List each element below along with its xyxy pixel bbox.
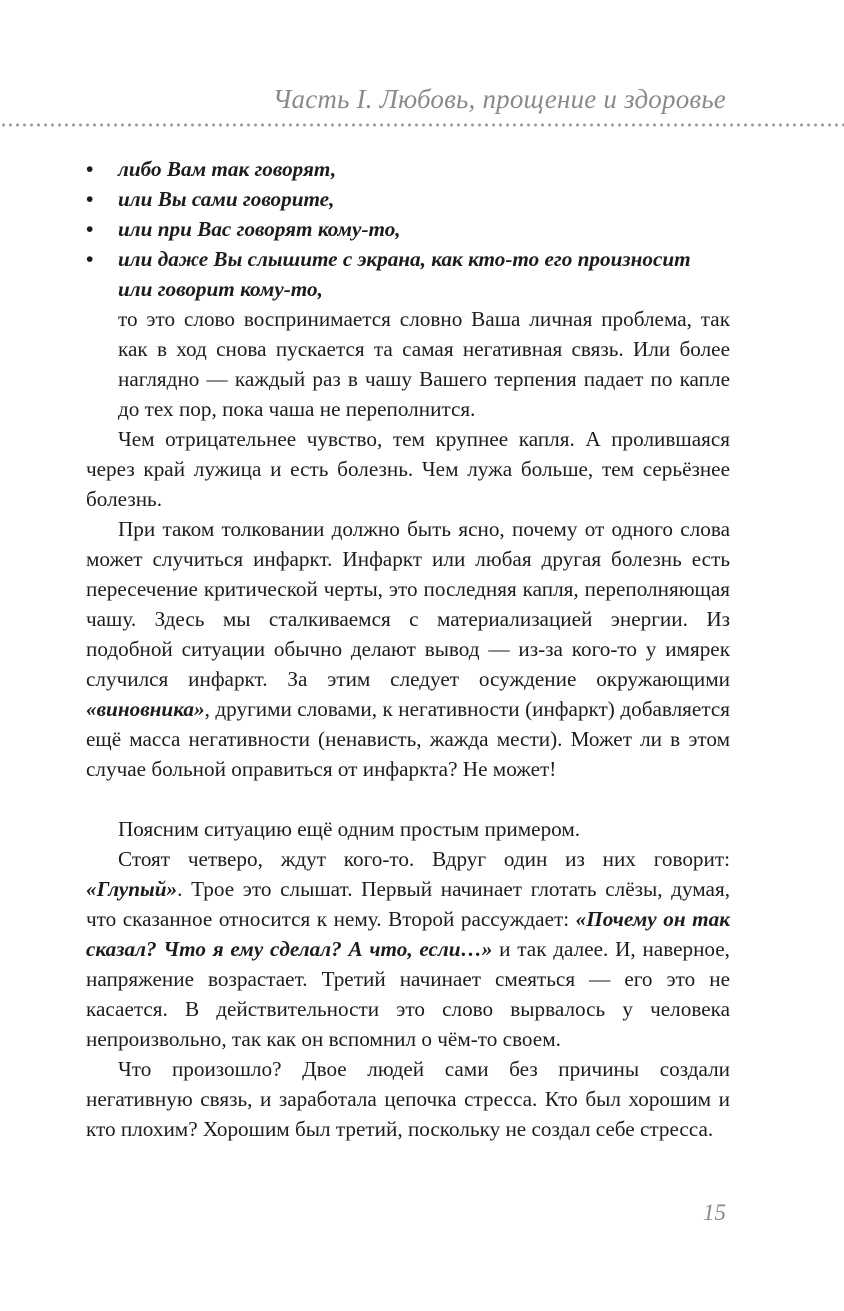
bullet-icon: • xyxy=(86,187,94,211)
bullet-icon: • xyxy=(86,247,94,271)
section-gap xyxy=(86,784,730,814)
paragraph: При таком толковании должно быть ясно, почему от одного слова может случиться инфаркт. Инфаркт или любая другая болезнь есть пересечение критической черты, это последняя капля, переполняющая чашу. Здесь мы сталкиваемся с материализацией энергии. Из подобной ситуации обычно делают вывод — из-за кого-то у имярек случился инфаркт. За этим следует осуждение окружающими «виновника», другими словами, к негативности (инфаркт) добавляется ещё масса негативности (ненависть, жажда мести). Может ли в этом случае больной оправиться от инфаркта? Не может! xyxy=(86,517,730,781)
page-number: 15 xyxy=(703,1200,726,1225)
emphasis: «виновника» xyxy=(86,697,205,721)
bullet-list xyxy=(86,154,730,304)
bullet-icon: • xyxy=(86,157,94,181)
bullet-icon: • xyxy=(86,217,94,241)
list-item: • или даже Вы слышите с экрана, как кто-то его произносит или говорит кому-то, xyxy=(86,244,730,304)
dotted-divider xyxy=(0,123,844,127)
list-item: • либо Вам так говорят, xyxy=(86,154,730,184)
paragraph: Что произошло? Двое людей сами без причины создали негативную связь, и заработала цепочка стресса. Кто был хорошим и кто плохим? Хорошим был третий, поскольку не создал себе стресса. xyxy=(86,1057,730,1141)
paragraph: Стоят четверо, ждут кого-то. Вдруг один из них говорит: «Глупый». Трое это слышат. Первый начинает глотать слёзы, думая, что сказанное относится к нему. Второй рассуждает: «Почему он так сказал? Что я ему сделал? А что, если…» и так далее. И, наверное, напряжение возрастает. Третий начинает смеяться — его это не касается. В действительности это слово вырвалось у человека непроизвольно, так как он вспомнил о чём-то своем. xyxy=(86,847,730,1051)
emphasis: «Глупый» xyxy=(86,877,178,901)
paragraph: Поясним ситуацию ещё одним простым примером. xyxy=(118,817,581,841)
emphasis: «Почему он так сказал? Что я ему сделал? А что, если…» xyxy=(86,907,730,961)
running-header: Часть I. Любовь, прощение и здоровье xyxy=(272,84,726,114)
list-item: • или при Вас говорят кому-то, xyxy=(86,214,730,244)
list-item: • или Вы сами говорите, xyxy=(86,184,730,214)
paragraph: Чем отрицательнее чувство, тем крупнее капля. А пролившаяся через край лужица и есть болезнь. Чем лужа больше, тем серьёзнее болезнь. xyxy=(86,427,730,511)
page-body xyxy=(86,154,730,1144)
paragraph: то это слово воспринимается словно Ваша личная проблема, так как в ход снова пускается та самая негативная связь. Или более наглядно — каждый раз в чашу Вашего терпения падает по капле до тех пор, пока чаша не переполнится. xyxy=(118,307,730,421)
